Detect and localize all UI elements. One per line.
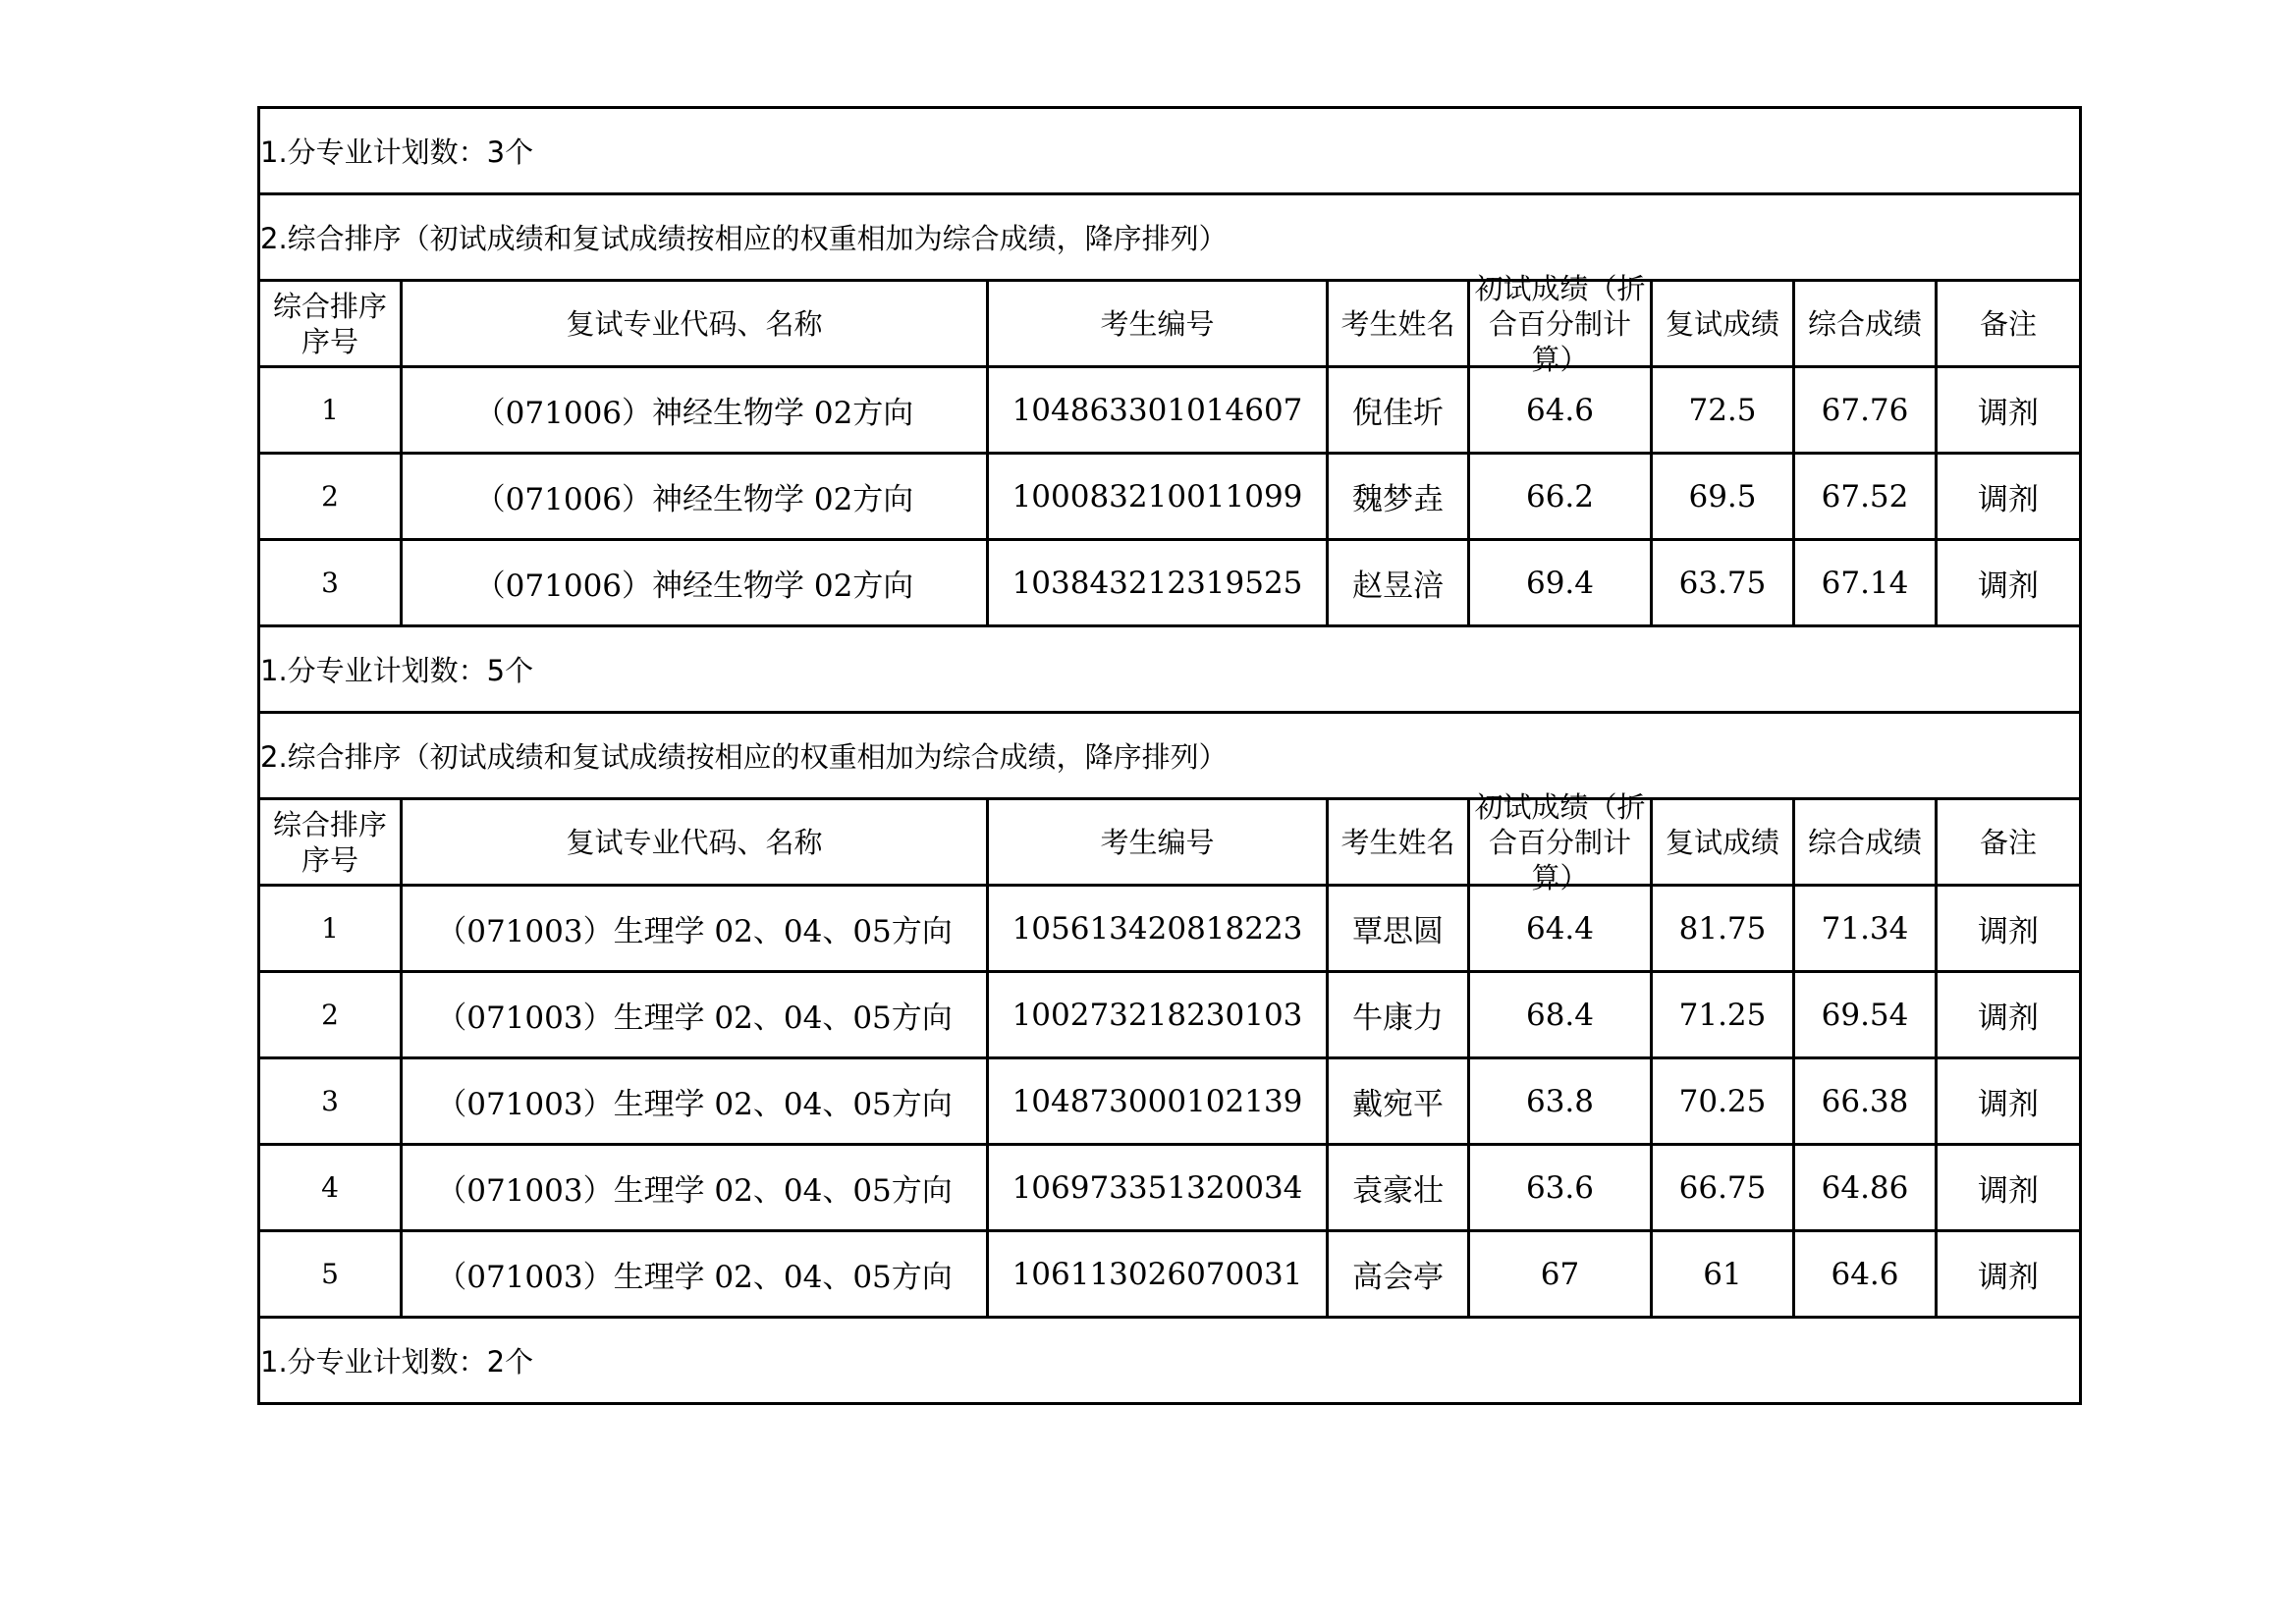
sort-description-row	[259, 194, 2081, 281]
plan-count-row	[259, 108, 2081, 194]
column-header-label: 初试成绩（折合百分制计算）	[1474, 789, 1646, 894]
plan-count-text: 1.分专业计划数：2个	[259, 1318, 2081, 1404]
remark-cell: 调剂	[1937, 367, 2081, 454]
column-header	[259, 799, 402, 886]
rank-cell: 1	[259, 886, 402, 972]
major-cell: （071003）生理学 02、04、05方向	[402, 886, 988, 972]
retest-score-cell: 63.75	[1652, 540, 1794, 626]
rank-cell: 4	[259, 1145, 402, 1231]
column-header	[988, 281, 1328, 367]
major-cell: （071003）生理学 02、04、05方向	[402, 1145, 988, 1231]
column-header-label: 考生编号	[1100, 306, 1215, 341]
column-header-label: 备注	[1979, 825, 2037, 859]
column-header-label: 复试专业代码、名称	[566, 825, 823, 859]
initial-score-cell: 63.6	[1469, 1145, 1652, 1231]
retest-score-cell: 71.25	[1652, 972, 1794, 1058]
plan-count-text: 1.分专业计划数：5个	[259, 626, 2081, 713]
table-row	[259, 1058, 2081, 1145]
name-cell: 倪佳圻	[1328, 367, 1469, 454]
total-score-cell: 67.76	[1794, 367, 1937, 454]
initial-score-cell: 64.4	[1469, 886, 1652, 972]
column-header	[1652, 799, 1794, 886]
name-cell: 高会亭	[1328, 1231, 1469, 1318]
column-header-label: 综合成绩	[1807, 306, 1922, 341]
column-header	[1469, 789, 1652, 894]
major-cell: （071003）生理学 02、04、05方向	[402, 1058, 988, 1145]
column-header-label: 备注	[1979, 306, 2037, 341]
column-header	[1328, 281, 1469, 367]
column-header	[988, 799, 1328, 886]
column-header-label: 综合排序序号	[272, 807, 387, 877]
table-row	[259, 972, 2081, 1058]
table-row	[259, 367, 2081, 454]
column-header	[1794, 799, 1937, 886]
total-score-cell: 67.14	[1794, 540, 1937, 626]
column-header	[1652, 281, 1794, 367]
remark-cell: 调剂	[1937, 1058, 2081, 1145]
sort-description-row	[259, 713, 2081, 799]
rank-cell: 3	[259, 1058, 402, 1145]
major-cell: （071006）神经生物学 02方向	[402, 454, 988, 540]
column-header	[402, 799, 988, 886]
candidate-id-cell: 104873000102139	[988, 1058, 1328, 1145]
column-header	[1937, 799, 2081, 886]
sort-description-text: 2.综合排序（初试成绩和复试成绩按相应的权重相加为综合成绩，降序排列）	[259, 194, 2081, 281]
initial-score-cell: 68.4	[1469, 972, 1652, 1058]
column-header-label: 复试专业代码、名称	[566, 306, 823, 341]
candidate-id-cell: 105613420818223	[988, 886, 1328, 972]
column-header	[259, 281, 402, 367]
table-row	[259, 454, 2081, 540]
total-score-cell: 67.52	[1794, 454, 1937, 540]
rank-cell: 5	[259, 1231, 402, 1318]
column-header	[1937, 281, 2081, 367]
column-header	[402, 281, 988, 367]
table-row	[259, 1145, 2081, 1231]
table-row	[259, 1231, 2081, 1318]
column-header-label: 综合成绩	[1807, 825, 1922, 859]
rank-cell: 2	[259, 972, 402, 1058]
candidate-id-cell: 100083210011099	[988, 454, 1328, 540]
rank-cell: 1	[259, 367, 402, 454]
remark-cell: 调剂	[1937, 1145, 2081, 1231]
remark-cell: 调剂	[1937, 540, 2081, 626]
total-score-cell: 64.86	[1794, 1145, 1937, 1231]
candidate-id-cell: 104863301014607	[988, 367, 1328, 454]
table-row	[259, 886, 2081, 972]
total-score-cell: 64.6	[1794, 1231, 1937, 1318]
remark-cell: 调剂	[1937, 886, 2081, 972]
initial-score-cell: 66.2	[1469, 454, 1652, 540]
table-row	[259, 540, 2081, 626]
sort-description-text: 2.综合排序（初试成绩和复试成绩按相应的权重相加为综合成绩，降序排列）	[259, 713, 2081, 799]
column-header	[1469, 271, 1652, 376]
remark-cell: 调剂	[1937, 972, 2081, 1058]
candidate-id-cell: 103843212319525	[988, 540, 1328, 626]
total-score-cell: 71.34	[1794, 886, 1937, 972]
candidate-id-cell: 106113026070031	[988, 1231, 1328, 1318]
name-cell: 戴宛平	[1328, 1058, 1469, 1145]
initial-score-cell: 64.6	[1469, 367, 1652, 454]
name-cell: 袁豪壮	[1328, 1145, 1469, 1231]
retest-score-cell: 69.5	[1652, 454, 1794, 540]
column-header-label: 考生编号	[1100, 825, 1215, 859]
admission-ranking-table	[257, 106, 2082, 1405]
plan-count-row	[259, 1318, 2081, 1404]
total-score-cell: 66.38	[1794, 1058, 1937, 1145]
total-score-cell: 69.54	[1794, 972, 1937, 1058]
plan-count-row	[259, 626, 2081, 713]
major-cell: （071003）生理学 02、04、05方向	[402, 972, 988, 1058]
major-cell: （071006）神经生物学 02方向	[402, 367, 988, 454]
column-header-label: 综合排序序号	[272, 289, 387, 358]
name-cell: 覃思圆	[1328, 886, 1469, 972]
column-header-label: 复试成绩	[1665, 825, 1779, 859]
remark-cell: 调剂	[1937, 454, 2081, 540]
major-cell: （071006）神经生物学 02方向	[402, 540, 988, 626]
retest-score-cell: 70.25	[1652, 1058, 1794, 1145]
candidate-id-cell: 106973351320034	[988, 1145, 1328, 1231]
initial-score-cell: 63.8	[1469, 1058, 1652, 1145]
column-header-label: 初试成绩（折合百分制计算）	[1474, 271, 1646, 376]
name-cell: 赵昱涪	[1328, 540, 1469, 626]
initial-score-cell: 67	[1469, 1231, 1652, 1318]
name-cell: 魏梦垚	[1328, 454, 1469, 540]
column-header	[1328, 799, 1469, 886]
remark-cell: 调剂	[1937, 1231, 2081, 1318]
retest-score-cell: 72.5	[1652, 367, 1794, 454]
candidate-id-cell: 100273218230103	[988, 972, 1328, 1058]
table-header-row	[259, 281, 2081, 367]
major-cell: （071003）生理学 02、04、05方向	[402, 1231, 988, 1318]
rank-cell: 3	[259, 540, 402, 626]
retest-score-cell: 81.75	[1652, 886, 1794, 972]
column-header-label: 复试成绩	[1665, 306, 1779, 341]
retest-score-cell: 61	[1652, 1231, 1794, 1318]
table-header-row	[259, 799, 2081, 886]
rank-cell: 2	[259, 454, 402, 540]
plan-count-text: 1.分专业计划数：3个	[259, 108, 2081, 194]
column-header-label: 考生姓名	[1340, 825, 1455, 859]
column-header	[1794, 281, 1937, 367]
name-cell: 牛康力	[1328, 972, 1469, 1058]
initial-score-cell: 69.4	[1469, 540, 1652, 626]
retest-score-cell: 66.75	[1652, 1145, 1794, 1231]
column-header-label: 考生姓名	[1340, 306, 1455, 341]
